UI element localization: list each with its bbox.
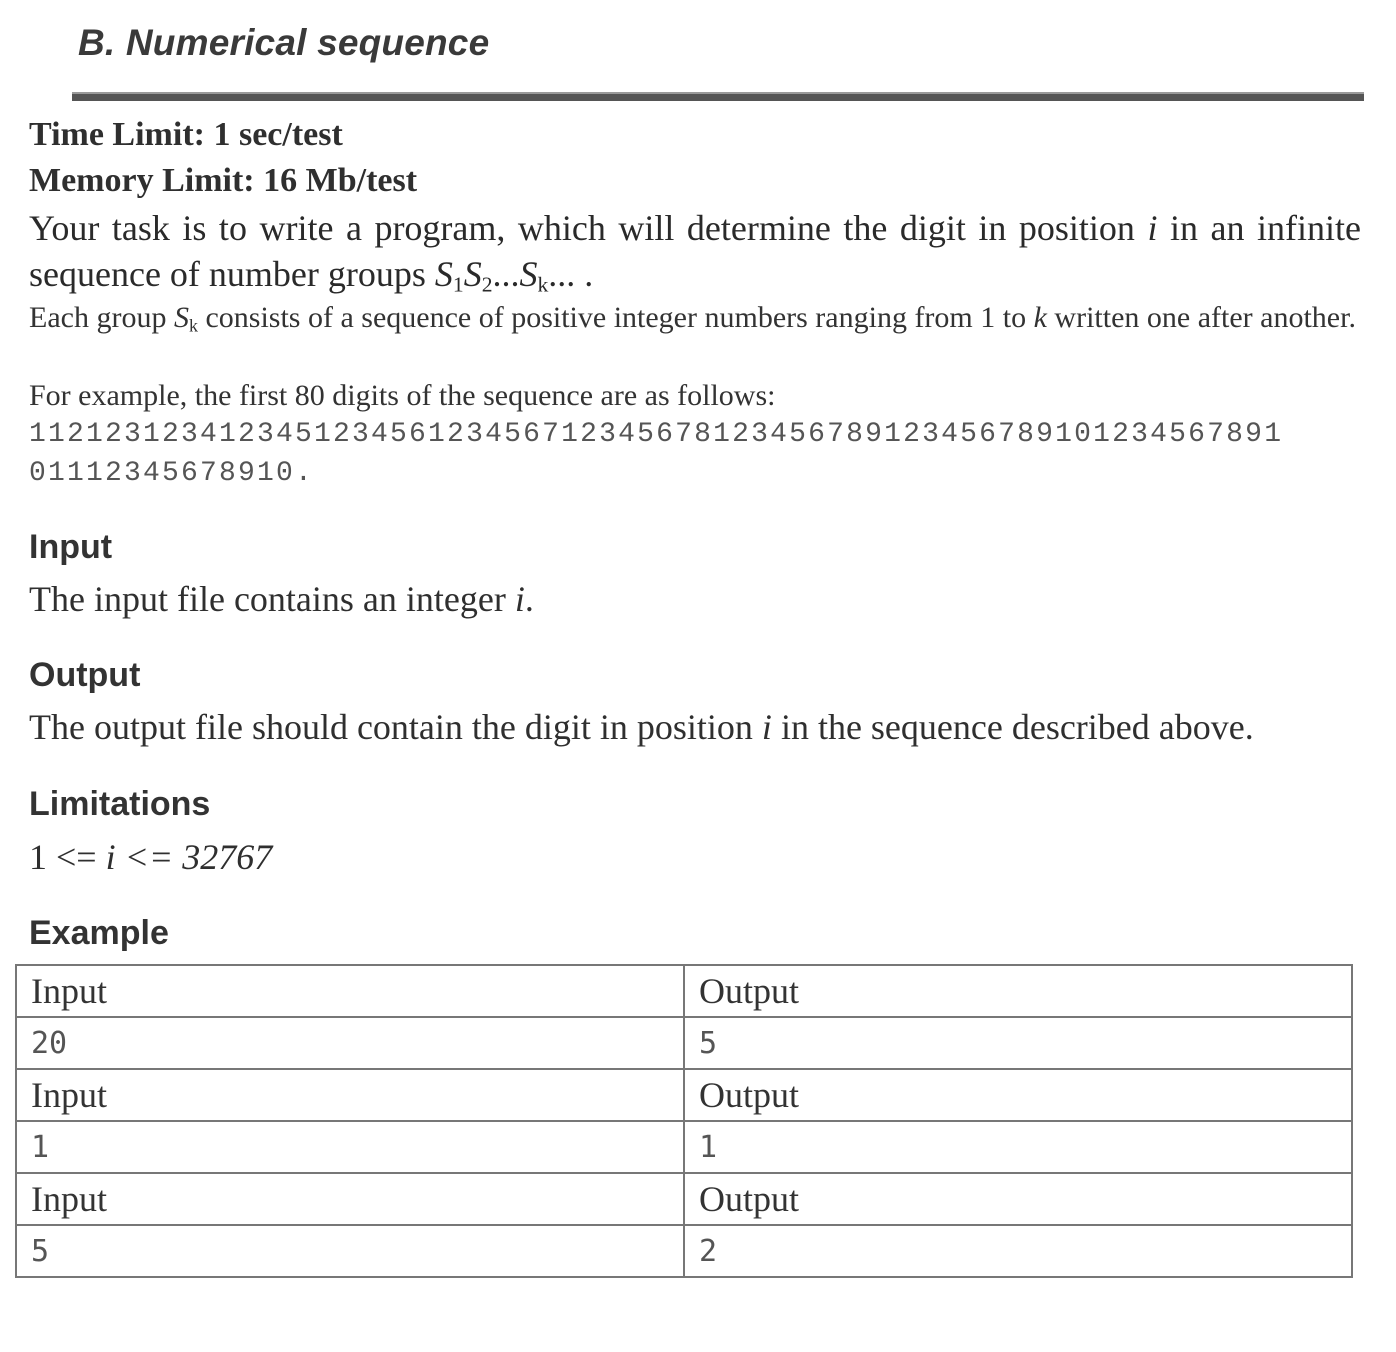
example-table <box>15 964 1353 1278</box>
limitations-constraint <box>29 836 272 878</box>
digit-sequence-line-2: 01112345678910. <box>29 458 315 489</box>
input-value-cell: 5 <box>16 1225 684 1277</box>
example-heading: Example <box>29 914 169 952</box>
digit-sequence-line-1: 112123123412345123456123456712345678123456789123456789101234567891 <box>29 419 1284 450</box>
table-row <box>16 1225 1352 1277</box>
input-var-i: i <box>514 579 525 619</box>
input-label-cell: Input <box>16 965 684 1017</box>
task-var-i: i <box>1147 208 1158 248</box>
output-heading: Output <box>29 656 141 694</box>
output-label-cell: Output <box>684 1069 1352 1121</box>
problem-title: B. Numerical sequence <box>78 22 490 63</box>
input-description <box>29 578 534 620</box>
output-var-i: i <box>761 707 772 747</box>
input-text-before: The input file contains an integer <box>29 579 515 619</box>
group-s-subscript: k <box>188 315 198 336</box>
sk-subscript: k <box>537 272 549 297</box>
sk-symbol: S <box>519 254 538 294</box>
ellipsis-2: ... . <box>548 254 594 294</box>
table-row <box>16 1121 1352 1173</box>
table-row <box>16 1173 1352 1225</box>
group-s-symbol: S <box>173 301 189 334</box>
task-statement <box>29 205 1361 307</box>
time-limit: Time Limit: 1 sec/test <box>29 116 343 153</box>
output-value-cell: 5 <box>684 1017 1352 1069</box>
constraint-lhs: 1 <= <box>29 837 106 877</box>
group-text-middle: consists of a sequence of positive integer numbers ranging from 1 to <box>197 301 1034 334</box>
input-label-cell: Input <box>16 1069 684 1121</box>
group-description <box>29 298 1361 346</box>
table-row <box>16 1069 1352 1121</box>
output-label-cell: Output <box>684 1173 1352 1225</box>
group-k-var: k <box>1033 301 1047 334</box>
output-value-cell: 2 <box>684 1225 1352 1277</box>
group-text-after: written one after another. <box>1046 301 1356 334</box>
table-row <box>16 965 1352 1017</box>
memory-limit: Memory Limit: 16 Mb/test <box>29 162 418 199</box>
output-value-cell: 1 <box>684 1121 1352 1173</box>
input-heading: Input <box>29 528 113 566</box>
input-label-cell: Input <box>16 1173 684 1225</box>
s2-subscript: 2 <box>481 272 493 297</box>
constraint-var-i: i <box>105 837 116 877</box>
s2-symbol: S <box>463 254 482 294</box>
s1-symbol: S <box>434 254 453 294</box>
input-value-cell: 20 <box>16 1017 684 1069</box>
group-text-before: Each group <box>29 301 174 334</box>
output-text-after: in the sequence described above. <box>771 707 1254 747</box>
task-text-before: Your task is to write a program, which will determine the digit in position <box>29 208 1148 248</box>
constraint-rhs: <= 32767 <box>115 837 273 877</box>
input-value-cell: 1 <box>16 1121 684 1173</box>
example-intro: For example, the first 80 digits of the sequence are as follows: <box>29 379 776 412</box>
limitations-heading: Limitations <box>29 785 211 823</box>
output-description <box>29 706 1254 748</box>
ellipsis-1: ... <box>492 254 520 294</box>
title-divider <box>72 92 1364 101</box>
table-row <box>16 1017 1352 1069</box>
input-text-after: . <box>524 579 534 619</box>
s1-subscript: 1 <box>452 272 464 297</box>
output-text-before: The output file should contain the digit in position <box>29 707 762 747</box>
output-label-cell: Output <box>684 965 1352 1017</box>
task-text-after: in an infinite sequence of number groups <box>29 208 1361 294</box>
